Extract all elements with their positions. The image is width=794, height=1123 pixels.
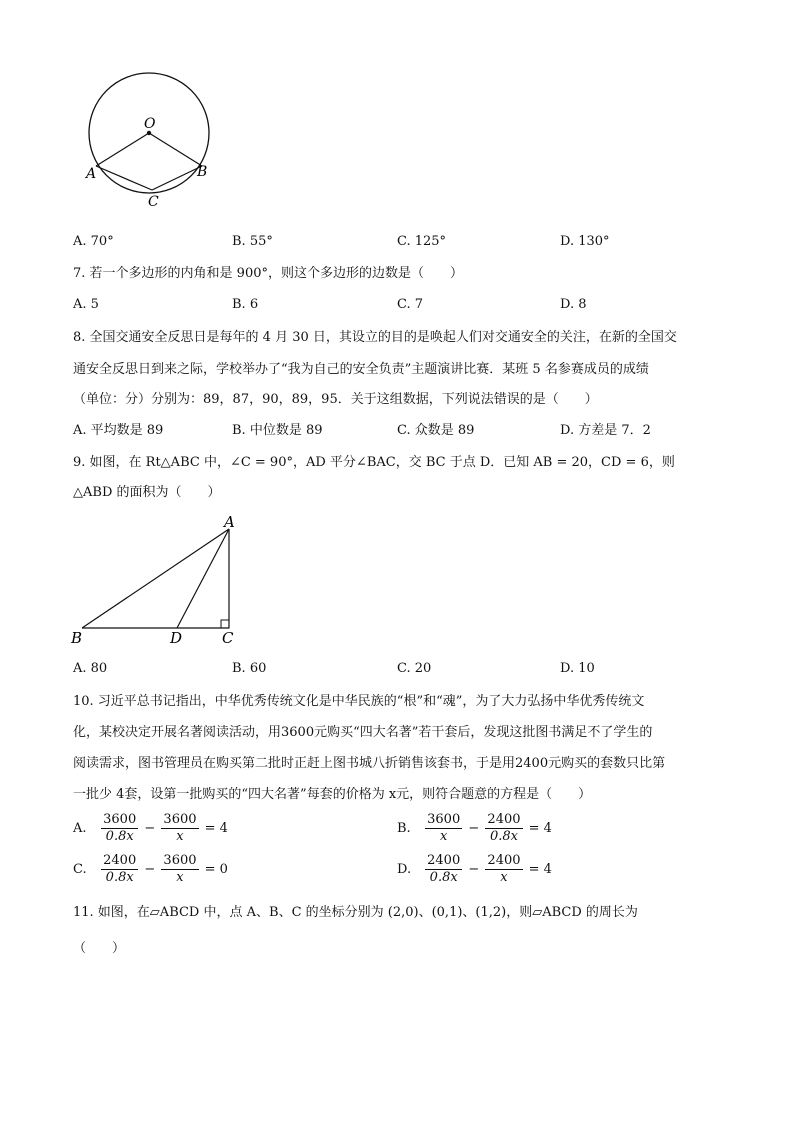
- option-label: C.: [73, 862, 87, 877]
- q8-option-c: C. 众数是 89: [397, 423, 475, 438]
- q10-option-a: [73, 812, 230, 845]
- label-a: A: [86, 166, 97, 182]
- q9-option-a: A. 80: [73, 661, 108, 676]
- label-o: O: [144, 116, 156, 132]
- fraction: $\frac{3600}{0.8x}$: [103, 812, 137, 844]
- label-b: B: [71, 629, 83, 647]
- segment-oa: [96, 133, 149, 166]
- q8-line-2: 通安全反思日到来之际，学校举办了“我为自己的安全负责”主题演讲比赛．某班 5 名参赛成员的成绩: [73, 362, 649, 377]
- q9-line-2: △ABD 的面积为（ ）: [73, 485, 221, 500]
- q8-line-3: （单位：分）分别为：89，87，90，89，95．关于这组数据，下列说法错误的是（ ）: [73, 392, 598, 407]
- label-c: C: [222, 629, 234, 647]
- q10-line-1: 10. 习近平总书记指出，中华优秀传统文化是中华民族的“根”和“魂”，为了大力弘扬中华优秀传统文: [73, 694, 645, 709]
- q11-line-2: （ ）: [73, 941, 126, 956]
- label-c: C: [148, 194, 159, 210]
- q7-stem: 7. 若一个多边形的内角和是 900°，则这个多边形的边数是（ ）: [73, 266, 463, 281]
- q10-option-d: [397, 853, 554, 886]
- label-b: B: [197, 164, 208, 180]
- segment-ac: [96, 166, 152, 190]
- circle-figure: [80, 65, 225, 215]
- equation-rhs: = 4: [204, 821, 228, 836]
- fraction: $\frac{3600}{x}$: [163, 853, 197, 885]
- q8-option-d: D. 方差是 7．2: [560, 423, 651, 438]
- q8-option-a: A. 平均数是 89: [73, 423, 164, 438]
- q9-option-c: C. 20: [397, 661, 432, 676]
- q6-option-a: A. 70°: [73, 234, 114, 249]
- q8-line-1: 8. 全国交通安全反思日是每年的 4 月 30 日，其设立的目的是唤起人们对交通安全的关注，在新的全国交: [73, 330, 677, 345]
- q6-option-c: C. 125°: [397, 234, 447, 249]
- fraction: $\frac{2400}{0.8x}$: [487, 812, 521, 844]
- option-label: D.: [397, 862, 412, 877]
- fraction: $\frac{3600}{x}$: [427, 812, 461, 844]
- equation-rhs: = 4: [528, 862, 552, 877]
- option-label: A.: [73, 821, 87, 836]
- q10-line-3: 阅读需求，图书管理员在购买第二批时正赶上图书城八折销售该套书，于是用2400元购买的套数只比第: [73, 756, 666, 771]
- label-a: A: [224, 513, 235, 531]
- option-label: B.: [397, 821, 411, 836]
- fraction: $\frac{2400}{0.8x}$: [103, 853, 137, 885]
- q10-option-c: [73, 853, 230, 886]
- segment-ab: [82, 529, 229, 628]
- q6-option-d: D. 130°: [560, 234, 610, 249]
- q7-option-d: D. 8: [560, 297, 587, 312]
- triangle-figure: [68, 512, 248, 652]
- q6-option-b: B. 55°: [232, 234, 273, 249]
- fraction: $\frac{3600}{x}$: [163, 812, 197, 844]
- segment-ob: [149, 133, 202, 166]
- operator: −: [468, 821, 480, 836]
- fraction: $\frac{2400}{0.8x}$: [427, 853, 461, 885]
- q9-option-d: D. 10: [560, 661, 595, 676]
- equation-rhs: = 0: [204, 862, 228, 877]
- operator: −: [468, 862, 480, 877]
- q10-line-2: 化，某校决定开展名著阅读活动，用3600元购买“四大名著”若干套后，发现这批图书满足不了学生的: [73, 725, 653, 740]
- q9-option-b: B. 60: [232, 661, 267, 676]
- q11-line-1: 11. 如图，在▱ABCD 中，点 A、B、C 的坐标分别为 (2,0)、(0,1)、(1,2)，则▱ABCD 的周长为: [73, 905, 638, 920]
- q9-line-1: 9. 如图，在 Rt△ABC 中，∠C = 90°，AD 平分∠BAC，交 BC 于点 D．已知 AB = 20，CD = 6，则: [73, 455, 675, 470]
- right-angle-mark: [221, 620, 229, 628]
- q8-option-b: B. 中位数是 89: [232, 423, 323, 438]
- operator: −: [144, 821, 156, 836]
- q10-line-4: 一批少 4套，设第一批购买的“四大名著”每套的价格为 x元，则符合题意的方程是（ ）: [73, 787, 592, 802]
- segment-ad: [177, 529, 229, 628]
- q10-option-b: [397, 812, 554, 845]
- q7-option-a: A. 5: [73, 297, 99, 312]
- operator: −: [144, 862, 156, 877]
- q7-option-c: C. 7: [397, 297, 424, 312]
- fraction: $\frac{2400}{x}$: [487, 853, 521, 885]
- q7-option-b: B. 6: [232, 297, 259, 312]
- equation-rhs: = 4: [528, 821, 552, 836]
- label-d: D: [170, 629, 183, 647]
